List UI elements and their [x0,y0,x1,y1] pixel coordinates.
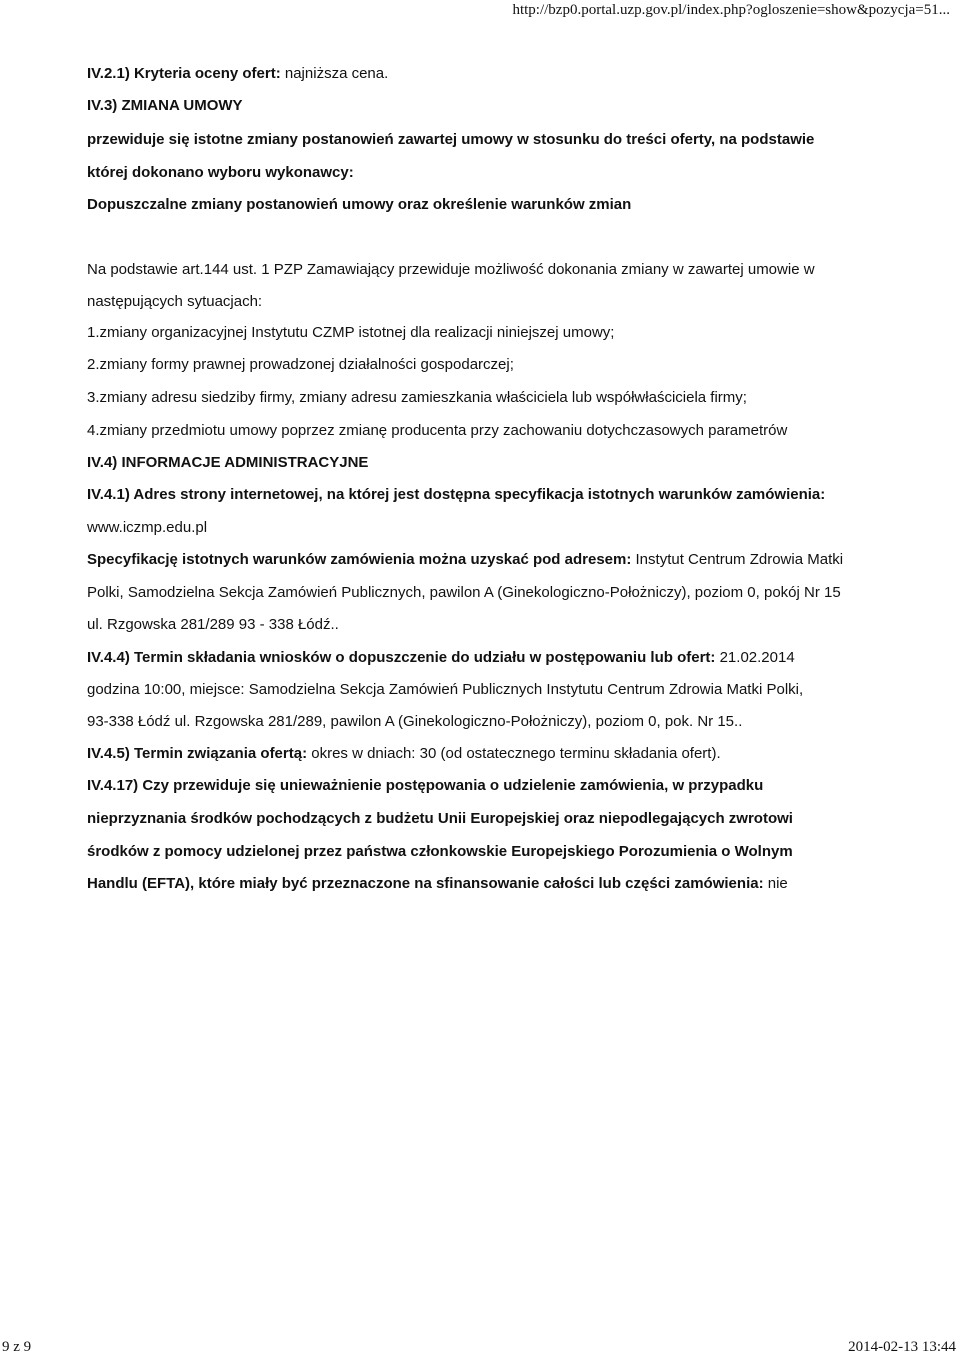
iv44-label: IV.4.4) Termin składania wniosków o dopuszczenie do udziału w postępowaniu lub ofert: [87,649,716,666]
iv44-value-2: godzina 10:00, miejsce: Samodzielna Sekcja Zamówień Publicznych Instytutu Centrum Zdrowia Matki Polki, [87,681,804,698]
iv417-line-4 [87,875,788,893]
iv3-line-2: której dokonano wyboru wykonawcy: [87,164,354,181]
iv44-value-3: 93-338 Łódź ul. Rzgowska 281/289, pawilon A (Ginekologiczno-Położniczy), poziom 0, pok. Nr 15.. [87,713,743,730]
iv3-line-3: Dopuszczalne zmiany postanowień umowy oraz określenie warunków zmian [87,196,632,213]
iv417-label-end: Handlu (EFTA), które miały być przeznaczone na sfinansowanie całości lub części zamówienia: [87,875,764,892]
iv45-label: IV.4.5) Termin związania ofertą: [87,745,308,762]
iv45-line [87,745,721,763]
spec-address-line-1 [87,551,843,569]
iv417-line-3: środków z pomocy udzielonej przez państwa członkowskie Europejskiego Porozumienia o Wolnym [87,843,793,860]
iv417-value: nie [763,875,788,892]
iv21-value: najniższa cena. [280,65,389,82]
change-item: 2.zmiany formy prawnej prowadzonej działalności gospodarczej; [87,356,514,373]
change-item: 4.zmiany przedmiotu umowy poprzez zmianę producenta przy zachowaniu dotychczasowych parametrów [87,422,788,439]
iv21-label: IV.2.1) Kryteria oceny ofert: [87,65,281,82]
iv417-line-2: nieprzyznania środków pochodzących z budżetu Unii Europejskiej oraz niepodlegających zwrotowi [87,810,793,827]
iv45-value: okres w dniach: 30 (od ostatecznego terminu składania ofert). [307,745,721,762]
spec-value-1: Instytut Centrum Zdrowia Matki [631,551,844,568]
iv44-line-1 [87,649,795,667]
page-url-header: http://bzp0.portal.uzp.gov.pl/index.php?ogloszenie=show&pozycja=51... [512,2,950,18]
iv21-criteria [87,65,388,83]
spec-value-3: ul. Rzgowska 281/289 93 - 338 Łódź.. [87,616,339,633]
iv3-line-1: przewiduje się istotne zmiany postanowień zawartej umowy w stosunku do treści oferty, na podstawie [87,131,815,148]
spec-label: Specyfikację istotnych warunków zamówienia można uzyskać pod adresem: [87,551,632,568]
iv41-label: IV.4.1) Adres strony internetowej, na której jest dostępna specyfikacja istotnych warunków zamówienia: [87,486,826,503]
iv3-heading: IV.3) ZMIANA UMOWY [87,97,243,114]
iv417-line-1: IV.4.17) Czy przewiduje się unieważnienie postępowania o udzielenie zamówienia, w przypadku [87,777,764,794]
iv41-value: www.iczmp.edu.pl [87,519,208,536]
iv4-heading: IV.4) INFORMACJE ADMINISTRACYJNE [87,454,369,471]
change-item: 1.zmiany organizacyjnej Instytutu CZMP istotnej dla realizacji niniejszej umowy; [87,324,615,341]
spec-value-2: Polki, Samodzielna Sekcja Zamówień Publicznych, pawilon A (Ginekologiczno-Położniczy), poziom 0, pokój Nr 15 [87,584,841,601]
page-number: 9 z 9 [2,1339,32,1355]
changes-intro-1: Na podstawie art.144 ust. 1 PZP Zamawiający przewiduje możliwość dokonania zmiany w zawartej umowie w [87,261,815,278]
change-item: 3.zmiany adresu siedziby firmy, zmiany adresu zamieszkania właściciela lub współwłaściciela firmy; [87,389,747,406]
iv44-value-1: 21.02.2014 [715,649,795,666]
changes-intro-2: następujących sytuacjach: [87,293,263,310]
print-datetime: 2014-02-13 13:44 [848,1339,956,1355]
